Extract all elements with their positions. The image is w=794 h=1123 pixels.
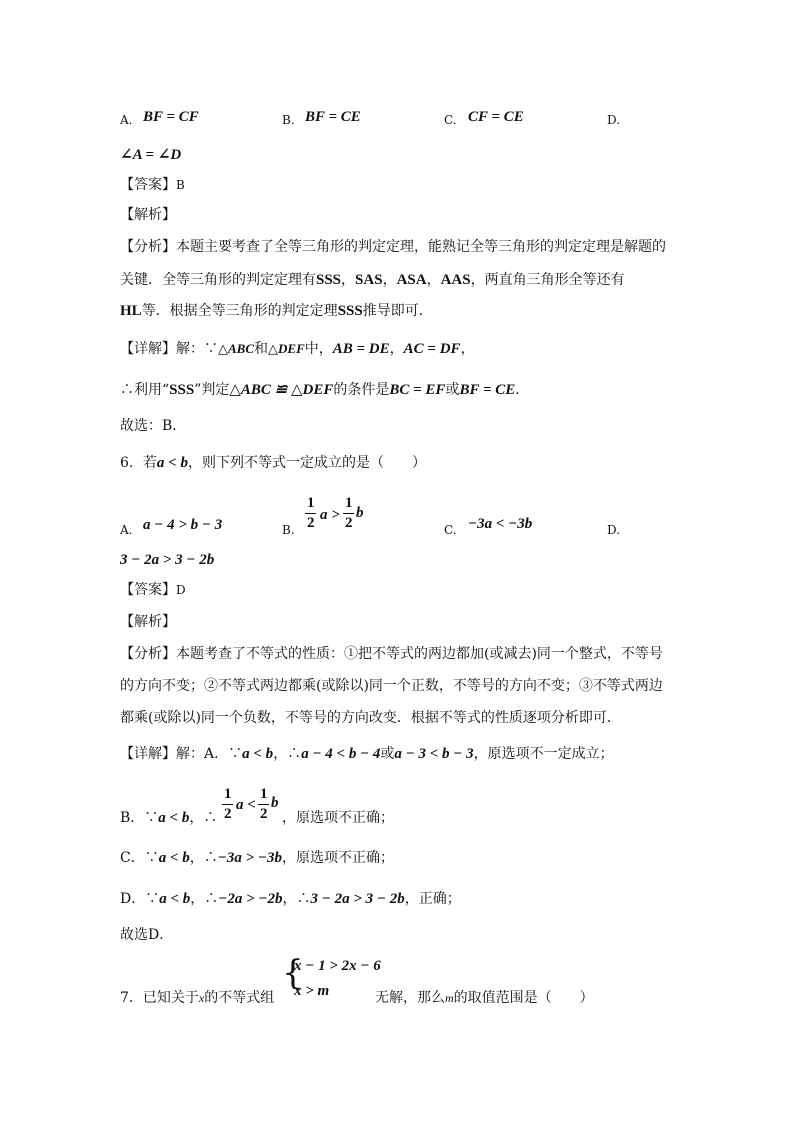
q6-optB-frac-den: 2 [307, 515, 315, 531]
q5-optB-label: B. [282, 113, 295, 127]
answer-tag: 【答案】 [120, 177, 176, 193]
q6-fenxi-line3: 都乘(或除以)同一个负数，不等号的方向改变．根据不等式的性质逐项分析即可． [120, 710, 621, 726]
question-stem: ，则下列不等式一定成立的是（ ） [187, 455, 426, 471]
question-number: 6．若 [120, 455, 157, 471]
q6-stem [120, 453, 426, 473]
q5-optD-label: D. [607, 113, 621, 127]
detail-text: 解：A．∵ [176, 746, 243, 762]
separator: ， [382, 272, 397, 288]
q5-detail-line2 [120, 380, 529, 400]
fenxi-tag: 【分析】 [120, 646, 176, 662]
separator: ， [426, 272, 441, 288]
detail-tag: 【详解】 [120, 341, 176, 357]
q6-analysis-tag: 【解析】 [120, 614, 176, 630]
q5-optA-text: BF = CF [143, 109, 199, 125]
detail-text: ，∴ [189, 850, 218, 866]
math-variable: m [445, 991, 454, 1005]
detail-text: 或 [445, 382, 460, 398]
math-condition: a < b [242, 746, 274, 762]
math-condition: a < b [156, 455, 188, 471]
detail-text: ，∴ [282, 891, 311, 907]
math-asa: ASA [396, 272, 427, 288]
math-sss: SSS [169, 382, 195, 398]
math-sas: SAS [355, 272, 383, 288]
math-variable: x [198, 991, 205, 1005]
q5-fenxi-line3 [120, 301, 433, 321]
detail-text: ∴利用“ [120, 382, 170, 398]
q6-optB-frac2-den: 2 [345, 515, 353, 531]
fenxi-text: 推导即可． [362, 303, 433, 319]
separator: ， [389, 341, 404, 357]
q5-fenxi-line2 [120, 270, 625, 290]
detail-tag: 【详解】 [120, 746, 176, 762]
q5-optD-text: ∠A = ∠D [120, 147, 182, 163]
q6-optB-tail: b [356, 505, 364, 521]
q6-detail-B-tail: b [271, 795, 279, 811]
fenxi-text: ，两直角三角形全等还有 [470, 272, 625, 288]
q6-detail-B-frac2-num: 1 [260, 786, 268, 802]
q5-answer [120, 175, 185, 195]
q6-optD-text: 3 − 2a > 3 − 2b [120, 552, 215, 568]
detail-text: ． [515, 382, 530, 398]
q5-detail-line1 [120, 339, 475, 359]
detail-text: ”判定 [194, 382, 230, 398]
q5-fenxi-line1 [120, 237, 666, 257]
q6-detail-A [120, 744, 614, 764]
fenxi-text: 关键．全等三角形的判定定理有 [120, 272, 316, 288]
math-condition: a < b [158, 850, 190, 866]
math-inequality: −2a > −2b [218, 891, 283, 907]
q6-detail-B-frac-den: 2 [224, 806, 232, 822]
detail-text: ，∴ [273, 746, 302, 762]
fenxi-text: 本题考查了不等式的性质：①把不等式的两边都加(或减去)同一个整式，不等号 [176, 646, 663, 662]
detail-text: B．∵ [120, 810, 159, 826]
math-condition: a < b [159, 891, 191, 907]
q5-analysis-tag: 【解析】 [120, 207, 176, 223]
q6-optA-label: A. [120, 523, 133, 537]
q6-optA-text: a − 4 > b − 3 [143, 517, 223, 533]
detail-text: 的条件是 [333, 382, 390, 398]
q6-detail-B-frac2-den: 2 [260, 806, 268, 822]
math-aas: AAS [440, 272, 471, 288]
q6-detail-B-frac2-bar [258, 804, 269, 805]
math-triangle: △ABC [218, 341, 255, 356]
brace-icon: { [282, 953, 304, 993]
detail-text: 中， [304, 341, 333, 357]
q7-stem-b [375, 988, 594, 1008]
detail-text: ，∴ [190, 891, 219, 907]
detail-text: 和 [254, 341, 269, 357]
question-stem: 的不等式组 [204, 990, 275, 1006]
math-inequality: 3 − 2a > 3 − 2b [310, 891, 405, 907]
question-stem: 无解，那么 [375, 990, 445, 1006]
math-sss: SSS [316, 272, 342, 288]
q6-optD-label: D. [607, 523, 621, 537]
detail-text: ，∴ [189, 810, 218, 826]
q6-optB-frac-bar [305, 513, 316, 514]
q6-detail-B-frac-num: 1 [224, 786, 232, 802]
math-inequality: a − 4 < b − 4 [301, 746, 381, 762]
q5-optA-label: A. [120, 113, 133, 127]
detail-text: 解：∵ [176, 341, 218, 357]
q6-optC-label: C. [444, 523, 457, 537]
detail-text: C．∵ [120, 850, 159, 866]
q6-optB-frac2-num: 1 [345, 495, 353, 511]
math-inequality: −3a > −3b [217, 850, 283, 866]
separator: ， [341, 272, 356, 288]
fenxi-text: 本题主要考查了全等三角形的判定定理，能熟记全等三角形的判定定理是解题的 [176, 239, 666, 255]
math-equation: BF = CE [459, 382, 516, 398]
q6-answer [120, 580, 186, 600]
q7-system-line1: x − 1 > 2x − 6 [294, 958, 381, 974]
q5-optC-label: C. [444, 113, 457, 127]
math-congruence: △ABC ≌ △DEF [229, 382, 334, 398]
math-inequality: a − 3 < b − 3 [394, 746, 474, 762]
q6-detail-B-end: ，原选项不正确； [282, 810, 394, 826]
detail-text: D．∵ [120, 891, 160, 907]
detail-text: ，正确； [404, 891, 461, 907]
separator: ， [460, 341, 475, 357]
math-sss: SSS [337, 303, 363, 319]
answer-value: B [176, 178, 185, 192]
fenxi-text: 等．根据全等三角形的判定定理 [141, 303, 338, 319]
math-equation: BC = EF [389, 382, 446, 398]
detail-text: ，原选项不正确； [282, 850, 395, 866]
math-equation: AC = DF [403, 341, 461, 357]
q6-detail-D [120, 889, 461, 909]
math-triangle: △DEF [268, 341, 305, 356]
q5-optC-text: CF = CE [468, 109, 524, 125]
math-equation: AB = DE [332, 341, 390, 357]
q6-fenxi-line2: 的方向不变；②不等式两边都乘(或除以)同一个正数，不等号的方向不变；③不等式两边 [120, 678, 663, 694]
q6-detail-C [120, 848, 394, 868]
q5-optB-text: BF = CE [305, 109, 361, 125]
math-condition: a < b [158, 810, 190, 826]
detail-text: ，原选项不一定成立； [473, 746, 614, 762]
q6-choose: 故选D． [120, 927, 174, 943]
q6-optC-text: −3a < −3b [468, 516, 533, 532]
q6-detail-B-mid: a < [236, 797, 256, 813]
q6-optB-mid: a > [320, 507, 340, 523]
answer-tag: 【答案】 [120, 582, 176, 598]
q7-stem-a [120, 988, 274, 1008]
q6-fenxi-line1 [120, 644, 663, 664]
question-number: 7．已知关于 [120, 990, 199, 1006]
q6-optB-label: B. [282, 523, 295, 537]
q6-detail-B [120, 808, 217, 828]
math-hl: HL [120, 303, 142, 319]
q6-detail-B-frac-bar [222, 804, 233, 805]
q6-optB-frac2-bar [343, 513, 354, 514]
q6-optB-frac-num: 1 [307, 495, 315, 511]
answer-value: D [176, 583, 186, 597]
fenxi-tag: 【分析】 [120, 239, 176, 255]
question-stem: 的取值范围是（ ） [453, 990, 594, 1006]
q5-choose: 故选：B． [120, 418, 187, 434]
detail-text: 或 [380, 746, 395, 762]
q7-system-line2: x > m [294, 983, 330, 999]
